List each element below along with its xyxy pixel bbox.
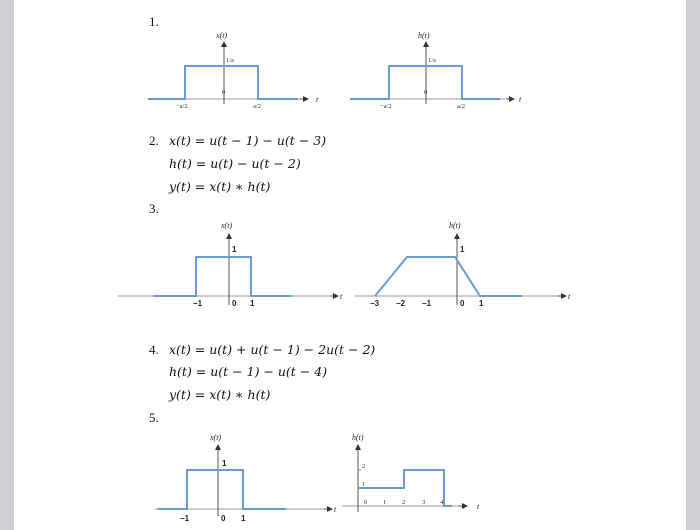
plot-1-h	[350, 31, 522, 110]
plot-5-h-tick-1: 1	[383, 499, 387, 506]
plot-1-h-origin-label: 0	[424, 89, 428, 96]
plot-3-x-tick-neg1: −1	[193, 299, 203, 308]
plot-5-x-tick-neg1: −1	[180, 514, 190, 523]
plot-3-h-tick-1: 1	[479, 299, 484, 308]
plot-5-h-t-label: t	[477, 502, 480, 511]
plot-1-x-origin-label: 0	[222, 89, 226, 96]
plot-1-h-t-label: t	[519, 95, 522, 104]
plot-1-h-neg-tick: −a/2	[380, 103, 392, 110]
plot-1-x-height-label: 1/a	[226, 57, 234, 64]
plot-5-h	[342, 433, 480, 512]
plot-5-h-tick-4: 4	[440, 499, 444, 506]
plot-1-x-t-label: t	[316, 95, 319, 104]
plot-5-h-tick-0: 0	[364, 499, 368, 506]
plot-5-h-label: h(t)	[352, 433, 364, 442]
problem-number-3: 3.	[149, 201, 159, 216]
equation-4-y: y(t) = x(t) ∗ h(t)	[169, 387, 271, 402]
plot-3-h-tick-neg3: −3	[370, 299, 380, 308]
equation-2-x: x(t) = u(t − 1) − u(t − 3)	[169, 133, 327, 148]
plot-1-h-height-label: 1/a	[428, 57, 436, 64]
equation-2-y: y(t) = x(t) ∗ h(t)	[169, 179, 271, 194]
plot-3-x-t-label: t	[340, 292, 343, 301]
plot-1-x-neg-tick: −a/2	[176, 103, 188, 110]
plot-1-x	[148, 31, 319, 110]
equation-4-h: h(t) = u(t − 1) − u(t − 4)	[169, 364, 328, 379]
plot-3-x-signal	[153, 257, 292, 296]
plot-1-h-pos-tick: a/2	[457, 103, 465, 110]
plot-5-x-label: x(t)	[210, 433, 222, 442]
plot-5-x-signal	[158, 470, 286, 509]
plot-5-x-height-label: 1	[222, 459, 227, 468]
plot-3-h-t-label: t	[568, 292, 571, 301]
plot-3-x-tick-1: 1	[250, 299, 255, 308]
plot-3-x	[118, 221, 343, 308]
plot-3-h-tick-neg2: −2	[396, 299, 406, 308]
equation-2-h: h(t) = u(t) − u(t − 2)	[169, 156, 301, 171]
plot-3-h	[355, 221, 571, 308]
plot-1-x-pos-tick: a/2	[253, 103, 261, 110]
plot-3-h-label: h(t)	[449, 221, 461, 230]
plot-3-h-tick-0: 0	[460, 299, 465, 308]
problem-number-5: 5.	[149, 410, 159, 425]
plot-3-x-label: x(t)	[221, 221, 233, 230]
plot-5-x-tick-0: 0	[221, 514, 226, 523]
equation-4-x: x(t) = u(t) + u(t − 1) − 2u(t − 2)	[169, 342, 376, 357]
plot-5-x-t-label: t	[334, 505, 337, 514]
plot-3-h-height-label: 1	[460, 245, 465, 254]
plot-3-x-tick-0: 0	[232, 299, 237, 308]
plot-5-x	[155, 433, 337, 523]
plot-1-x-label: x(t)	[216, 31, 228, 40]
plot-5-x-tick-1: 1	[241, 514, 246, 523]
plot-1-h-label: h(t)	[418, 31, 430, 40]
plot-5-h-tick-2: 2	[402, 499, 406, 506]
problem-number-1: 1.	[149, 14, 159, 29]
problem-number-4: 4.	[149, 342, 159, 357]
plot-3-h-tick-neg1: −1	[422, 299, 432, 308]
plot-5-h-tick-3: 3	[422, 499, 426, 506]
plot-3-h-signal	[375, 257, 522, 296]
plot-5-h-ylabel-2: 2	[362, 463, 366, 470]
problem-number-2: 2.	[149, 133, 159, 148]
plot-3-x-height-label: 1	[232, 245, 237, 254]
plot-5-h-ylabel-1: 1	[362, 481, 366, 488]
